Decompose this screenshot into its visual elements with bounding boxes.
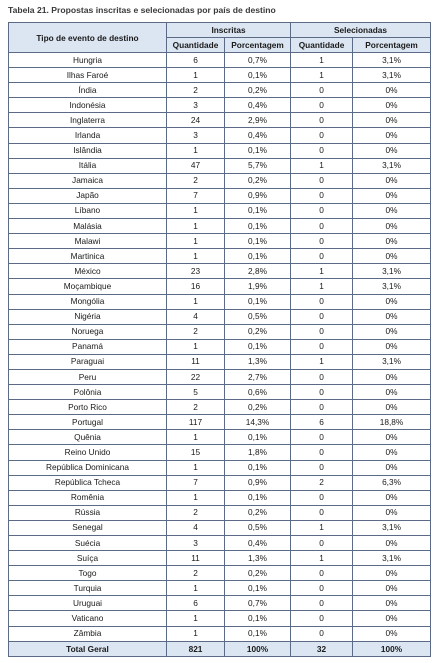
- country-cell: Panamá: [9, 339, 167, 354]
- table-row: [9, 279, 431, 294]
- inscritas-porcentagem-cell: 0,9%: [225, 188, 291, 203]
- country-cell: Quênia: [9, 430, 167, 445]
- selecionadas-porcentagem-cell: 0%: [353, 249, 431, 264]
- table-row: [9, 203, 431, 218]
- selecionadas-quantidade-cell: 0: [291, 566, 353, 581]
- selecionadas-porcentagem-cell: 0%: [353, 430, 431, 445]
- inscritas-porcentagem-cell: 0,2%: [225, 566, 291, 581]
- table-row: [9, 520, 431, 535]
- total-inscritas-quantidade: 821: [167, 641, 225, 656]
- selecionadas-quantidade-cell: 6: [291, 415, 353, 430]
- country-cell: Reino Unido: [9, 445, 167, 460]
- country-cell: Togo: [9, 566, 167, 581]
- selecionadas-porcentagem-cell: 0%: [353, 128, 431, 143]
- table-row: [9, 173, 431, 188]
- table-row: [9, 158, 431, 173]
- inscritas-porcentagem-cell: 0,1%: [225, 581, 291, 596]
- table-row: [9, 626, 431, 641]
- country-cell: Porto Rico: [9, 400, 167, 415]
- selecionadas-quantidade-cell: 0: [291, 369, 353, 384]
- selecionadas-porcentagem-cell: 0%: [353, 505, 431, 520]
- table-row: [9, 415, 431, 430]
- selecionadas-porcentagem-cell: 3,1%: [353, 551, 431, 566]
- table-row: [9, 324, 431, 339]
- selecionadas-porcentagem-cell: 0%: [353, 143, 431, 158]
- total-inscritas-porcentagem: 100%: [225, 641, 291, 656]
- inscritas-porcentagem-cell: 0,1%: [225, 490, 291, 505]
- selecionadas-porcentagem-cell: 0%: [353, 339, 431, 354]
- selecionadas-quantidade-cell: 0: [291, 324, 353, 339]
- selecionadas-porcentagem-cell: 3,1%: [353, 279, 431, 294]
- table-row: [9, 53, 431, 68]
- table-row: [9, 536, 431, 551]
- country-cell: Ilhas Faroé: [9, 68, 167, 83]
- selecionadas-porcentagem-cell: 3,1%: [353, 354, 431, 369]
- table-row: [9, 113, 431, 128]
- inscritas-quantidade-cell: 7: [167, 475, 225, 490]
- selecionadas-quantidade-cell: 0: [291, 626, 353, 641]
- table-row: [9, 143, 431, 158]
- inscritas-quantidade-cell: 1: [167, 234, 225, 249]
- country-cell: Peru: [9, 369, 167, 384]
- table-row: [9, 445, 431, 460]
- inscritas-quantidade-cell: 3: [167, 128, 225, 143]
- table-row: [9, 566, 431, 581]
- country-cell: Polônia: [9, 385, 167, 400]
- selecionadas-porcentagem-cell: 0%: [353, 460, 431, 475]
- inscritas-quantidade-cell: 5: [167, 385, 225, 400]
- inscritas-porcentagem-cell: 2,9%: [225, 113, 291, 128]
- country-cell: Índia: [9, 83, 167, 98]
- table-row: [9, 354, 431, 369]
- country-cell: Indonésia: [9, 98, 167, 113]
- country-cell: Inglaterra: [9, 113, 167, 128]
- selecionadas-porcentagem-cell: 0%: [353, 188, 431, 203]
- inscritas-quantidade-cell: 6: [167, 53, 225, 68]
- inscritas-quantidade-cell: 1: [167, 339, 225, 354]
- selecionadas-porcentagem-cell: 3,1%: [353, 520, 431, 535]
- table-row: [9, 460, 431, 475]
- country-cell: Paraguai: [9, 354, 167, 369]
- table-row: [9, 264, 431, 279]
- selecionadas-quantidade-cell: 0: [291, 309, 353, 324]
- inscritas-porcentagem-cell: 0,2%: [225, 324, 291, 339]
- table-caption: Tabela 21. Propostas inscritas e selecionadas por país de destino: [8, 5, 276, 15]
- selecionadas-quantidade-cell: 0: [291, 536, 353, 551]
- country-cell: México: [9, 264, 167, 279]
- inscritas-quantidade-cell: 4: [167, 309, 225, 324]
- selecionadas-porcentagem-cell: 0%: [353, 536, 431, 551]
- country-cell: Hungria: [9, 53, 167, 68]
- selecionadas-quantidade-cell: 0: [291, 188, 353, 203]
- selecionadas-porcentagem-cell: 0%: [353, 309, 431, 324]
- table-row: [9, 581, 431, 596]
- inscritas-porcentagem-cell: 5,7%: [225, 158, 291, 173]
- inscritas-porcentagem-cell: 0,4%: [225, 536, 291, 551]
- inscritas-porcentagem-cell: 1,3%: [225, 354, 291, 369]
- inscritas-quantidade-cell: 1: [167, 611, 225, 626]
- inscritas-quantidade-cell: 1: [167, 460, 225, 475]
- country-cell: Itália: [9, 158, 167, 173]
- country-cell: Líbano: [9, 203, 167, 218]
- total-row: [9, 641, 431, 656]
- col-header-selecionadas-porcentagem: Porcentagem: [353, 38, 431, 53]
- inscritas-porcentagem-cell: 0,4%: [225, 98, 291, 113]
- selecionadas-quantidade-cell: 1: [291, 551, 353, 566]
- inscritas-porcentagem-cell: 0,2%: [225, 400, 291, 415]
- country-cell: Mongólia: [9, 294, 167, 309]
- inscritas-quantidade-cell: 22: [167, 369, 225, 384]
- selecionadas-quantidade-cell: 0: [291, 505, 353, 520]
- inscritas-quantidade-cell: 1: [167, 249, 225, 264]
- selecionadas-porcentagem-cell: 18,8%: [353, 415, 431, 430]
- table-row: [9, 309, 431, 324]
- inscritas-quantidade-cell: 7: [167, 188, 225, 203]
- inscritas-porcentagem-cell: 0,9%: [225, 475, 291, 490]
- inscritas-porcentagem-cell: 0,1%: [225, 626, 291, 641]
- selecionadas-porcentagem-cell: 0%: [353, 219, 431, 234]
- inscritas-quantidade-cell: 11: [167, 354, 225, 369]
- country-cell: Zâmbia: [9, 626, 167, 641]
- selecionadas-porcentagem-cell: 0%: [353, 566, 431, 581]
- country-cell: Malawi: [9, 234, 167, 249]
- inscritas-porcentagem-cell: 0,1%: [225, 203, 291, 218]
- selecionadas-quantidade-cell: 0: [291, 581, 353, 596]
- selecionadas-porcentagem-cell: 0%: [353, 581, 431, 596]
- selecionadas-quantidade-cell: 0: [291, 128, 353, 143]
- table-row: [9, 219, 431, 234]
- table-row: [9, 596, 431, 611]
- country-cell: Romênia: [9, 490, 167, 505]
- selecionadas-porcentagem-cell: 0%: [353, 611, 431, 626]
- selecionadas-quantidade-cell: 0: [291, 294, 353, 309]
- inscritas-porcentagem-cell: 14,3%: [225, 415, 291, 430]
- inscritas-quantidade-cell: 1: [167, 203, 225, 218]
- inscritas-porcentagem-cell: 0,2%: [225, 83, 291, 98]
- inscritas-quantidade-cell: 2: [167, 83, 225, 98]
- selecionadas-porcentagem-cell: 3,1%: [353, 264, 431, 279]
- country-cell: Portugal: [9, 415, 167, 430]
- inscritas-porcentagem-cell: 0,4%: [225, 128, 291, 143]
- country-cell: Jamaica: [9, 173, 167, 188]
- selecionadas-porcentagem-cell: 3,1%: [353, 68, 431, 83]
- table-row: [9, 294, 431, 309]
- selecionadas-porcentagem-cell: 0%: [353, 324, 431, 339]
- inscritas-porcentagem-cell: 0,5%: [225, 520, 291, 535]
- table-row: [9, 505, 431, 520]
- table-row: [9, 400, 431, 415]
- inscritas-porcentagem-cell: 0,1%: [225, 611, 291, 626]
- selecionadas-quantidade-cell: 0: [291, 611, 353, 626]
- selecionadas-quantidade-cell: 1: [291, 158, 353, 173]
- country-cell: República Tcheca: [9, 475, 167, 490]
- country-cell: Uruguai: [9, 596, 167, 611]
- inscritas-quantidade-cell: 2: [167, 173, 225, 188]
- inscritas-quantidade-cell: 15: [167, 445, 225, 460]
- selecionadas-porcentagem-cell: 6,3%: [353, 475, 431, 490]
- row-header: Tipo de evento de destino: [9, 23, 167, 53]
- selecionadas-porcentagem-cell: 0%: [353, 385, 431, 400]
- inscritas-quantidade-cell: 1: [167, 143, 225, 158]
- selecionadas-quantidade-cell: 0: [291, 113, 353, 128]
- selecionadas-quantidade-cell: 0: [291, 249, 353, 264]
- selecionadas-quantidade-cell: 0: [291, 460, 353, 475]
- inscritas-porcentagem-cell: 0,1%: [225, 460, 291, 475]
- selecionadas-porcentagem-cell: 0%: [353, 369, 431, 384]
- table-row: [9, 339, 431, 354]
- inscritas-quantidade-cell: 117: [167, 415, 225, 430]
- selecionadas-quantidade-cell: 0: [291, 430, 353, 445]
- selecionadas-porcentagem-cell: 0%: [353, 173, 431, 188]
- country-cell: Moçambique: [9, 279, 167, 294]
- selecionadas-porcentagem-cell: 0%: [353, 83, 431, 98]
- country-cell: Suíça: [9, 551, 167, 566]
- inscritas-quantidade-cell: 16: [167, 279, 225, 294]
- inscritas-quantidade-cell: 1: [167, 219, 225, 234]
- table-row: [9, 385, 431, 400]
- inscritas-porcentagem-cell: 0,1%: [225, 68, 291, 83]
- country-cell: Islândia: [9, 143, 167, 158]
- country-cell: Senegal: [9, 520, 167, 535]
- inscritas-quantidade-cell: 3: [167, 536, 225, 551]
- selecionadas-quantidade-cell: 0: [291, 83, 353, 98]
- country-cell: Irlanda: [9, 128, 167, 143]
- total-label: Total Geral: [9, 641, 167, 656]
- table-row: [9, 83, 431, 98]
- selecionadas-porcentagem-cell: 0%: [353, 294, 431, 309]
- inscritas-quantidade-cell: 47: [167, 158, 225, 173]
- inscritas-porcentagem-cell: 0,7%: [225, 596, 291, 611]
- col-header-inscritas-quantidade: Quantidade: [167, 38, 225, 53]
- table-row: [9, 128, 431, 143]
- selecionadas-porcentagem-cell: 0%: [353, 596, 431, 611]
- selecionadas-porcentagem-cell: 3,1%: [353, 158, 431, 173]
- country-cell: Martinica: [9, 249, 167, 264]
- table-row: [9, 475, 431, 490]
- country-cell: Suécia: [9, 536, 167, 551]
- total-selecionadas-quantidade: 32: [291, 641, 353, 656]
- selecionadas-quantidade-cell: 0: [291, 596, 353, 611]
- table-row: [9, 68, 431, 83]
- table-row: [9, 234, 431, 249]
- inscritas-quantidade-cell: 23: [167, 264, 225, 279]
- table-body: [9, 53, 431, 642]
- selecionadas-porcentagem-cell: 0%: [353, 113, 431, 128]
- selecionadas-porcentagem-cell: 0%: [353, 445, 431, 460]
- total-selecionadas-porcentagem: 100%: [353, 641, 431, 656]
- group-header-selecionadas: Selecionadas: [291, 23, 431, 38]
- selecionadas-quantidade-cell: 0: [291, 173, 353, 188]
- selecionadas-quantidade-cell: 0: [291, 143, 353, 158]
- inscritas-porcentagem-cell: 1,9%: [225, 279, 291, 294]
- inscritas-porcentagem-cell: 0,1%: [225, 143, 291, 158]
- inscritas-porcentagem-cell: 0,7%: [225, 53, 291, 68]
- selecionadas-quantidade-cell: 1: [291, 520, 353, 535]
- inscritas-porcentagem-cell: 0,1%: [225, 294, 291, 309]
- selecionadas-quantidade-cell: 1: [291, 53, 353, 68]
- inscritas-quantidade-cell: 4: [167, 520, 225, 535]
- table-row: [9, 551, 431, 566]
- inscritas-quantidade-cell: 3: [167, 98, 225, 113]
- selecionadas-porcentagem-cell: 0%: [353, 490, 431, 505]
- table-row: [9, 369, 431, 384]
- selecionadas-quantidade-cell: 1: [291, 264, 353, 279]
- country-cell: Japão: [9, 188, 167, 203]
- selecionadas-quantidade-cell: 0: [291, 98, 353, 113]
- inscritas-quantidade-cell: 2: [167, 400, 225, 415]
- selecionadas-porcentagem-cell: 3,1%: [353, 53, 431, 68]
- inscritas-quantidade-cell: 1: [167, 430, 225, 445]
- selecionadas-quantidade-cell: 0: [291, 490, 353, 505]
- inscritas-porcentagem-cell: 0,6%: [225, 385, 291, 400]
- table-row: [9, 611, 431, 626]
- selecionadas-quantidade-cell: 1: [291, 279, 353, 294]
- selecionadas-porcentagem-cell: 0%: [353, 234, 431, 249]
- country-cell: Noruega: [9, 324, 167, 339]
- country-cell: Vaticano: [9, 611, 167, 626]
- inscritas-quantidade-cell: 1: [167, 68, 225, 83]
- country-cell: Rússia: [9, 505, 167, 520]
- table-row: [9, 430, 431, 445]
- inscritas-quantidade-cell: 1: [167, 490, 225, 505]
- inscritas-porcentagem-cell: 0,1%: [225, 430, 291, 445]
- selecionadas-porcentagem-cell: 0%: [353, 203, 431, 218]
- inscritas-quantidade-cell: 6: [167, 596, 225, 611]
- selecionadas-quantidade-cell: 0: [291, 203, 353, 218]
- inscritas-quantidade-cell: 1: [167, 294, 225, 309]
- inscritas-quantidade-cell: 11: [167, 551, 225, 566]
- selecionadas-quantidade-cell: 1: [291, 68, 353, 83]
- inscritas-porcentagem-cell: 2,7%: [225, 369, 291, 384]
- inscritas-porcentagem-cell: 0,1%: [225, 339, 291, 354]
- country-cell: República Dominicana: [9, 460, 167, 475]
- col-header-inscritas-porcentagem: Porcentagem: [225, 38, 291, 53]
- selecionadas-quantidade-cell: 0: [291, 385, 353, 400]
- inscritas-porcentagem-cell: 0,1%: [225, 234, 291, 249]
- selecionadas-porcentagem-cell: 0%: [353, 400, 431, 415]
- inscritas-quantidade-cell: 1: [167, 626, 225, 641]
- country-cell: Malásia: [9, 219, 167, 234]
- selecionadas-porcentagem-cell: 0%: [353, 626, 431, 641]
- table-row: [9, 188, 431, 203]
- inscritas-porcentagem-cell: 2,8%: [225, 264, 291, 279]
- col-header-selecionadas-quantidade: Quantidade: [291, 38, 353, 53]
- selecionadas-quantidade-cell: 0: [291, 339, 353, 354]
- selecionadas-porcentagem-cell: 0%: [353, 98, 431, 113]
- selecionadas-quantidade-cell: 0: [291, 219, 353, 234]
- inscritas-porcentagem-cell: 0,1%: [225, 249, 291, 264]
- selecionadas-quantidade-cell: 0: [291, 445, 353, 460]
- destination-country-table: [8, 22, 431, 657]
- inscritas-porcentagem-cell: 1,3%: [225, 551, 291, 566]
- selecionadas-quantidade-cell: 0: [291, 234, 353, 249]
- inscritas-quantidade-cell: 2: [167, 324, 225, 339]
- table-row: [9, 249, 431, 264]
- inscritas-quantidade-cell: 2: [167, 505, 225, 520]
- inscritas-porcentagem-cell: 1,8%: [225, 445, 291, 460]
- inscritas-porcentagem-cell: 0,1%: [225, 219, 291, 234]
- inscritas-quantidade-cell: 24: [167, 113, 225, 128]
- inscritas-porcentagem-cell: 0,2%: [225, 173, 291, 188]
- group-header-inscritas: Inscritas: [167, 23, 291, 38]
- selecionadas-quantidade-cell: 0: [291, 400, 353, 415]
- country-cell: Nigéria: [9, 309, 167, 324]
- selecionadas-quantidade-cell: 2: [291, 475, 353, 490]
- table-row: [9, 490, 431, 505]
- inscritas-quantidade-cell: 1: [167, 581, 225, 596]
- table-row: [9, 98, 431, 113]
- inscritas-porcentagem-cell: 0,2%: [225, 505, 291, 520]
- selecionadas-quantidade-cell: 1: [291, 354, 353, 369]
- inscritas-quantidade-cell: 2: [167, 566, 225, 581]
- country-cell: Turquia: [9, 581, 167, 596]
- inscritas-porcentagem-cell: 0,5%: [225, 309, 291, 324]
